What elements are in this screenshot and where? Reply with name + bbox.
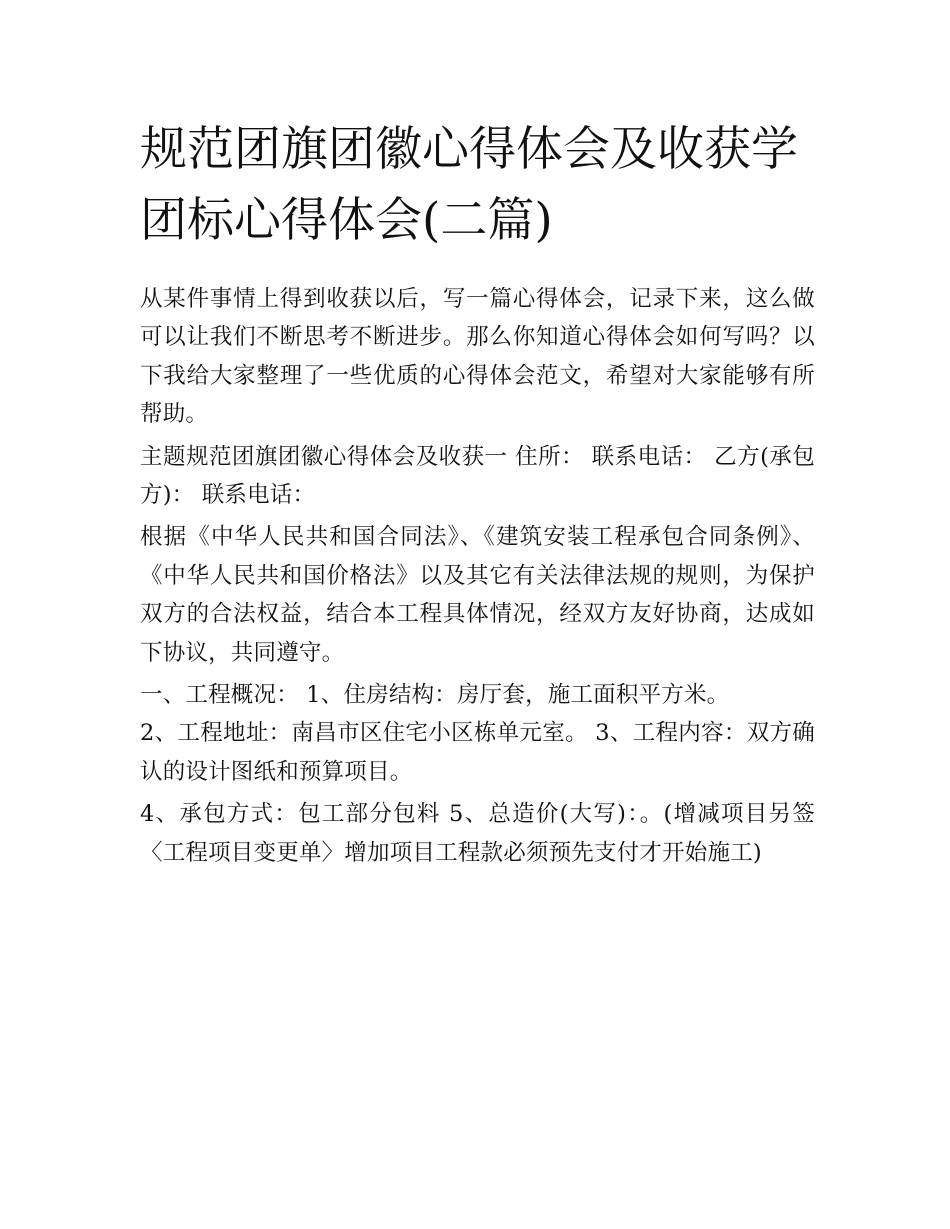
paragraph-project-overview: 一、工程概况： 1、住房结构：房厅套，施工面积平方米。 bbox=[140, 682, 730, 709]
paragraph-subject-info: 主题规范团旗团徽心得体会及收获一 住所： 联系电话： 乙方(承包方)： 联系电话： bbox=[140, 443, 815, 509]
paragraph-intro: 从某件事情上得到收获以后，写一篇心得体会，记录下来，这么做可以让我们不断思考不断进步。那么你知道心得体会如何写吗？以下我给大家整理了一些优质的心得体会范文，希望对大家能够有所帮助。 bbox=[140, 286, 815, 428]
document-body bbox=[140, 280, 815, 876]
paragraph-contract-method-price: 4、承包方式：包工部分包料 5、总造价(大写)：。(增减项目另签〈工程项目变更单〉增加项目工程款必须预先支付才开始施工) bbox=[140, 801, 815, 866]
document-title: 规范团旗团徽心得体会及收获学团标心得体会(二篇) bbox=[140, 122, 798, 248]
paragraph-project-address-content: 2、工程地址：南昌市区住宅小区栋单元室。 3、工程内容：双方确认的设计图纸和预算项目。 bbox=[140, 720, 815, 785]
paragraph-legal-basis: 根据《中华人民共和国合同法》、《建筑安装工程承包合同条例》、《中华人民共和国价格法》以及其它有关法律法规的规则，为保护双方的合法权益，结合本工程具体情况，经双方友好协商，达成如下协议，共同遵守。 bbox=[140, 524, 815, 666]
